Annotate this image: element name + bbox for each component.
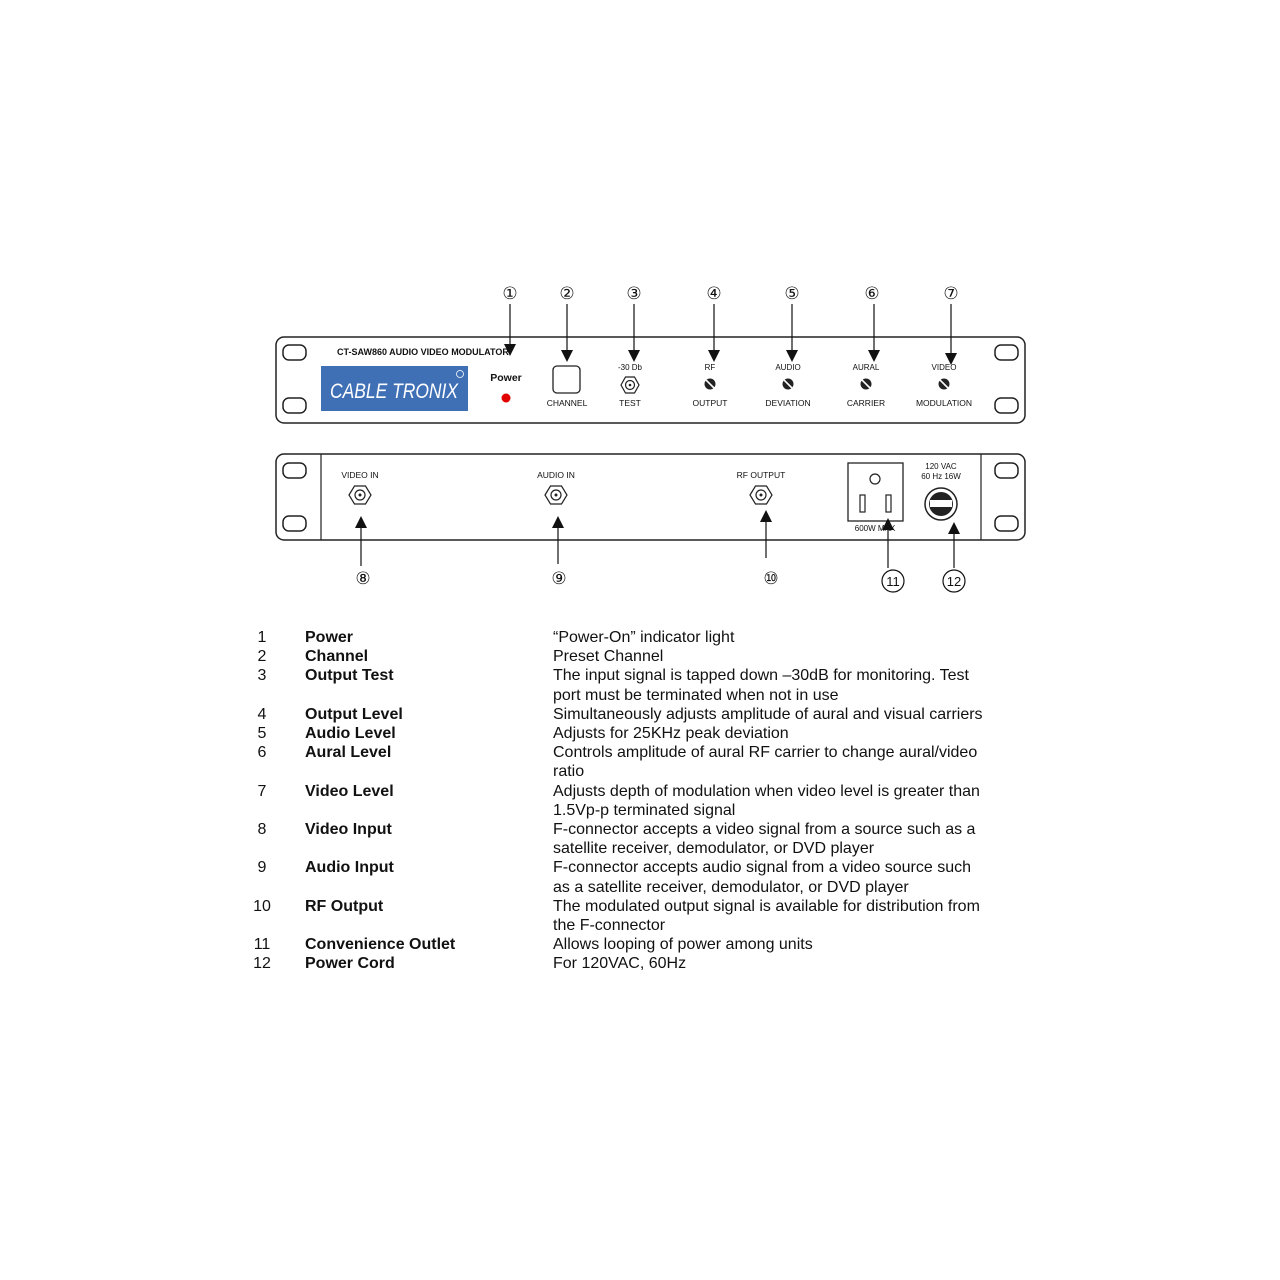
legend-row <box>248 743 988 781</box>
legend-name: Aural Level <box>305 744 392 762</box>
legend-row <box>248 705 988 724</box>
callout-8: ⑧ <box>355 569 371 588</box>
callout-2: ② <box>559 284 575 303</box>
power-spec-label: 120 VAC <box>925 462 957 471</box>
power-cord-icon <box>925 488 957 520</box>
legend-description: Preset Channel <box>553 648 664 666</box>
legend-row <box>248 820 988 858</box>
legend-number: 2 <box>257 648 267 666</box>
legend-name: RF Output <box>305 897 384 915</box>
legend-name: Output Level <box>305 705 403 723</box>
callout-5: ⑤ <box>784 284 800 303</box>
legend-name: Output Test <box>305 667 394 685</box>
legend-description: “Power-On” indicator light <box>553 629 735 646</box>
audio-deviation-knob-top-label: AUDIO <box>775 363 801 372</box>
video-modulation-knob-icon[interactable] <box>939 379 950 390</box>
rf-output-connector-icon[interactable] <box>750 486 772 504</box>
audio-deviation-knob-bottom-label: DEVIATION <box>765 398 811 408</box>
callout-1: ① <box>502 284 518 303</box>
legend-description: Allows looping of power among units <box>553 936 813 954</box>
video-modulation-knob-top-label: VIDEO <box>931 363 957 372</box>
legend-number: 3 <box>257 667 267 685</box>
legend-name: Power Cord <box>305 955 395 973</box>
legend-number: 11 <box>253 936 271 954</box>
channel-label: CHANNEL <box>546 398 588 408</box>
legend-row <box>248 647 988 666</box>
rear-panel <box>276 454 1025 540</box>
test-port-bottom-label: TEST <box>619 398 641 408</box>
legend-number: 8 <box>257 821 267 839</box>
legend-table <box>248 628 988 974</box>
legend-description: Adjusts depth of modulation when video level is greater than 1.5Vp-p terminated signal <box>553 782 980 819</box>
callout-4: ④ <box>706 284 722 303</box>
legend-row <box>248 897 988 935</box>
legend-number: 10 <box>253 897 271 915</box>
power-label: Power <box>490 372 522 384</box>
legend-row <box>248 666 988 704</box>
legend-description: Simultaneously adjusts amplitude of aural and visual carriers <box>553 705 983 723</box>
callout-11: 11 <box>886 574 900 589</box>
video-in-label: VIDEO IN <box>341 470 379 480</box>
legend-number: 5 <box>257 725 267 743</box>
legend-description: For 120VAC, 60Hz <box>553 955 687 973</box>
test-port-connector-icon[interactable] <box>621 377 639 393</box>
legend-name: Power <box>305 629 354 646</box>
callout-6: ⑥ <box>864 284 880 303</box>
legend-number: 6 <box>257 744 267 762</box>
legend-description: The modulated output signal is available for distribution from the F-connector <box>553 897 980 935</box>
legend-description: Controls amplitude of aural RF carrier to change aural/video ratio <box>553 744 978 781</box>
legend-description: Adjusts for 25KHz peak deviation <box>553 725 789 743</box>
test-port-top-label: -30 Db <box>617 363 643 372</box>
video-modulation-knob-bottom-label: MODULATION <box>915 398 973 408</box>
model-title: CT-SAW860 AUDIO VIDEO MODULATOR <box>337 347 509 357</box>
channel-button[interactable] <box>553 366 580 393</box>
video-in-connector-icon[interactable] <box>349 486 371 504</box>
legend-name: Video Level <box>305 782 394 800</box>
legend-name: Audio Input <box>305 859 394 877</box>
power-spec-label: 60 Hz 16W <box>921 472 961 481</box>
panel-diagram <box>0 0 1280 600</box>
legend-number: 1 <box>257 629 267 646</box>
audio-in-label: AUDIO IN <box>537 470 575 480</box>
legend-number: 9 <box>257 859 267 877</box>
convenience-outlet-icon[interactable] <box>848 463 903 521</box>
rf-output-label: RF OUTPUT <box>736 470 786 480</box>
callout-12: 12 <box>946 574 962 589</box>
legend-row <box>248 954 988 973</box>
legend-row <box>248 858 988 896</box>
aural-carrier-knob-icon[interactable] <box>861 379 872 390</box>
legend-row <box>248 628 988 647</box>
callout-7: ⑦ <box>943 284 959 303</box>
audio-in-connector-icon[interactable] <box>545 486 567 504</box>
legend-row <box>248 724 988 743</box>
callout-3: ③ <box>626 284 642 303</box>
aural-carrier-knob-top-label: AURAL <box>852 363 880 372</box>
callout-9: ⑨ <box>551 569 567 588</box>
legend-number: 7 <box>257 782 267 800</box>
legend-row <box>248 935 988 954</box>
callout-10: ⑩ <box>763 569 779 588</box>
legend-description: The input signal is tapped down –30dB for monitoring. Test port must be terminated when not in use <box>553 667 969 704</box>
audio-deviation-knob-icon[interactable] <box>783 379 794 390</box>
legend-row <box>248 782 988 820</box>
legend-name: Audio Level <box>305 725 396 743</box>
legend-description: F-connector accepts a video signal from a source such as a satellite receiver, demodulator, or DVD player <box>553 821 976 858</box>
brand-logo-text: CABLE TRONIX <box>330 380 459 403</box>
legend-name: Channel <box>305 648 369 666</box>
legend-description: F-connector accepts audio signal from a video source such as a satellite receiver, demodulator, or DVD player <box>553 859 971 896</box>
legend-number: 4 <box>257 705 267 723</box>
outlet-max-label: 600W MAX <box>854 524 896 533</box>
rf-output-knob-icon[interactable] <box>705 379 716 390</box>
power-led-icon <box>502 394 511 403</box>
rf-output-knob-top-label: RF <box>704 363 716 372</box>
legend-name: Convenience Outlet <box>305 936 456 954</box>
legend-name: Video Input <box>305 821 392 839</box>
aural-carrier-knob-bottom-label: CARRIER <box>846 398 886 408</box>
legend-number: 12 <box>253 955 271 973</box>
rf-output-knob-bottom-label: OUTPUT <box>692 398 728 408</box>
